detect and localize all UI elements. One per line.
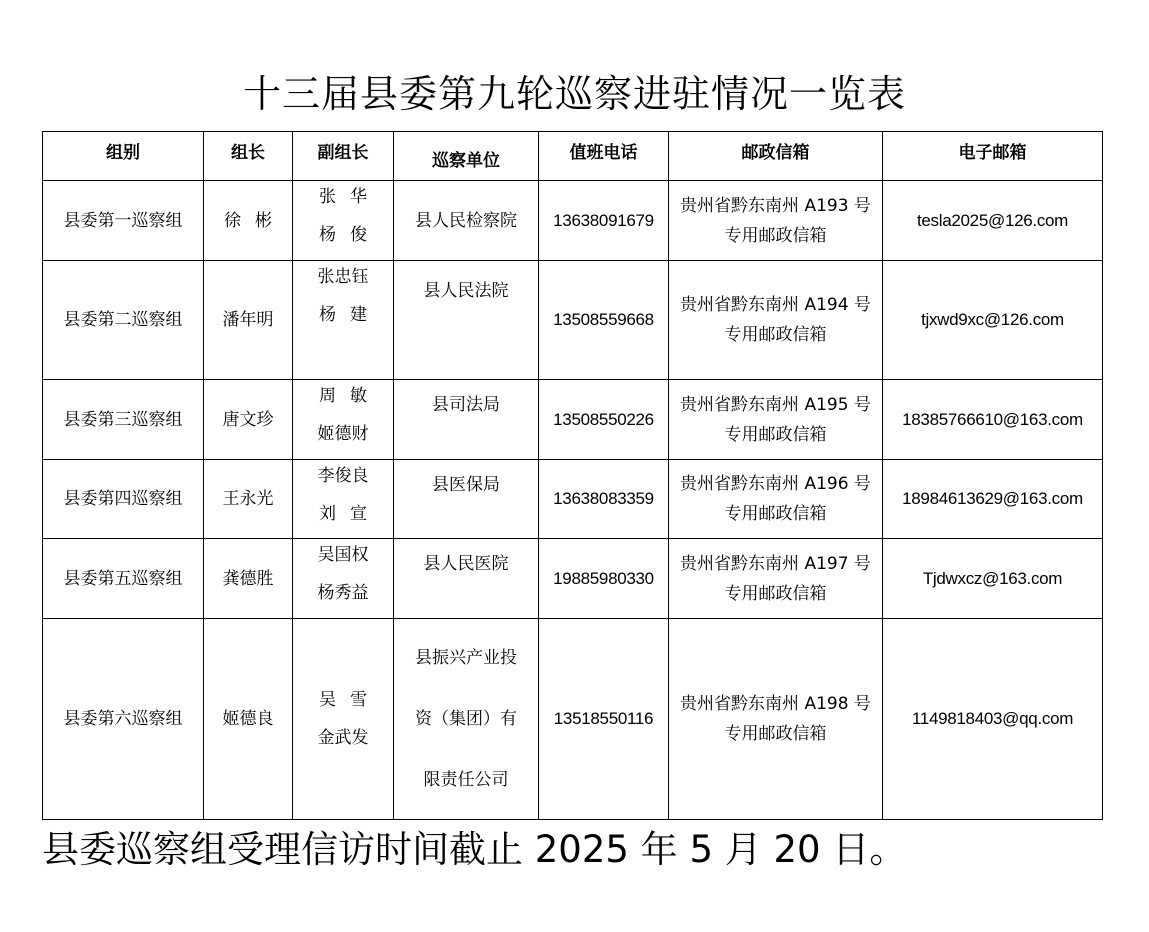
postal-box: 贵州省黔东南州 A195 号 专用邮政信箱 bbox=[669, 380, 883, 460]
email-address: 18984613629@163.com bbox=[883, 460, 1103, 539]
deputy-names: 周敏 姬德财 bbox=[293, 380, 394, 460]
group-name: 县委第四巡察组 bbox=[43, 460, 204, 539]
inspected-unit: 县人民法院 bbox=[394, 261, 539, 380]
postal-box: 贵州省黔东南州 A194 号 专用邮政信箱 bbox=[669, 261, 883, 380]
postal-box: 贵州省黔东南州 A198 号 专用邮政信箱 bbox=[669, 619, 883, 820]
deputy-names: 张忠钰 杨建 bbox=[293, 261, 394, 380]
table-row bbox=[43, 181, 1103, 261]
deputy-names: 吴雪 金武发 bbox=[293, 619, 394, 820]
leader-name: 唐文珍 bbox=[204, 380, 293, 460]
duty-phone: 13638091679 bbox=[539, 181, 669, 261]
deputy-names: 李俊良 刘宣 bbox=[293, 460, 394, 539]
email-address: tjxwd9xc@126.com bbox=[883, 261, 1103, 380]
header-unit: 巡察单位 bbox=[394, 132, 539, 181]
postal-box: 贵州省黔东南州 A193 号 专用邮政信箱 bbox=[669, 181, 883, 261]
table-row bbox=[43, 261, 1103, 380]
table-row bbox=[43, 380, 1103, 460]
header-email: 电子邮箱 bbox=[883, 132, 1103, 181]
header-postal: 邮政信箱 bbox=[669, 132, 883, 181]
table-row bbox=[43, 460, 1103, 539]
inspection-table bbox=[42, 131, 1103, 820]
header-phone: 值班电话 bbox=[539, 132, 669, 181]
header-leader: 组长 bbox=[204, 132, 293, 181]
header-group: 组别 bbox=[43, 132, 204, 181]
leader-name: 王永光 bbox=[204, 460, 293, 539]
inspected-unit: 县振兴产业投 资（集团）有 限责任公司 bbox=[394, 619, 539, 820]
email-address: Tjdwxcz@163.com bbox=[883, 539, 1103, 619]
duty-phone: 13508550226 bbox=[539, 380, 669, 460]
email-address: 18385766610@163.com bbox=[883, 380, 1103, 460]
postal-box: 贵州省黔东南州 A197 号 专用邮政信箱 bbox=[669, 539, 883, 619]
duty-phone: 13518550116 bbox=[539, 619, 669, 820]
inspected-unit: 县医保局 bbox=[394, 460, 539, 539]
inspected-unit: 县人民医院 bbox=[394, 539, 539, 619]
deputy-names: 吴国权 杨秀益 bbox=[293, 539, 394, 619]
deadline-notice: 县委巡察组受理信访时间截止 2025 年 5 月 20 日。 bbox=[42, 828, 907, 871]
group-name: 县委第六巡察组 bbox=[43, 619, 204, 820]
duty-phone: 13638083359 bbox=[539, 460, 669, 539]
group-name: 县委第五巡察组 bbox=[43, 539, 204, 619]
duty-phone: 19885980330 bbox=[539, 539, 669, 619]
group-name: 县委第一巡察组 bbox=[43, 181, 204, 261]
leader-name: 徐彬 bbox=[204, 181, 293, 261]
table-row bbox=[43, 619, 1103, 820]
leader-name: 龚德胜 bbox=[204, 539, 293, 619]
deputy-names: 张华 杨俊 bbox=[293, 181, 394, 261]
inspected-unit: 县人民检察院 bbox=[394, 181, 539, 261]
group-name: 县委第三巡察组 bbox=[43, 380, 204, 460]
inspected-unit: 县司法局 bbox=[394, 380, 539, 460]
table-row bbox=[43, 539, 1103, 619]
leader-name: 潘年明 bbox=[204, 261, 293, 380]
postal-box: 贵州省黔东南州 A196 号 专用邮政信箱 bbox=[669, 460, 883, 539]
email-address: tesla2025@126.com bbox=[883, 181, 1103, 261]
leader-name: 姬德良 bbox=[204, 619, 293, 820]
email-address: 1149818403@qq.com bbox=[883, 619, 1103, 820]
header-row bbox=[43, 132, 1103, 181]
group-name: 县委第二巡察组 bbox=[43, 261, 204, 380]
header-deputy: 副组长 bbox=[293, 132, 394, 181]
duty-phone: 13508559668 bbox=[539, 261, 669, 380]
page-title: 十三届县委第九轮巡察进驻情况一览表 bbox=[242, 72, 906, 116]
